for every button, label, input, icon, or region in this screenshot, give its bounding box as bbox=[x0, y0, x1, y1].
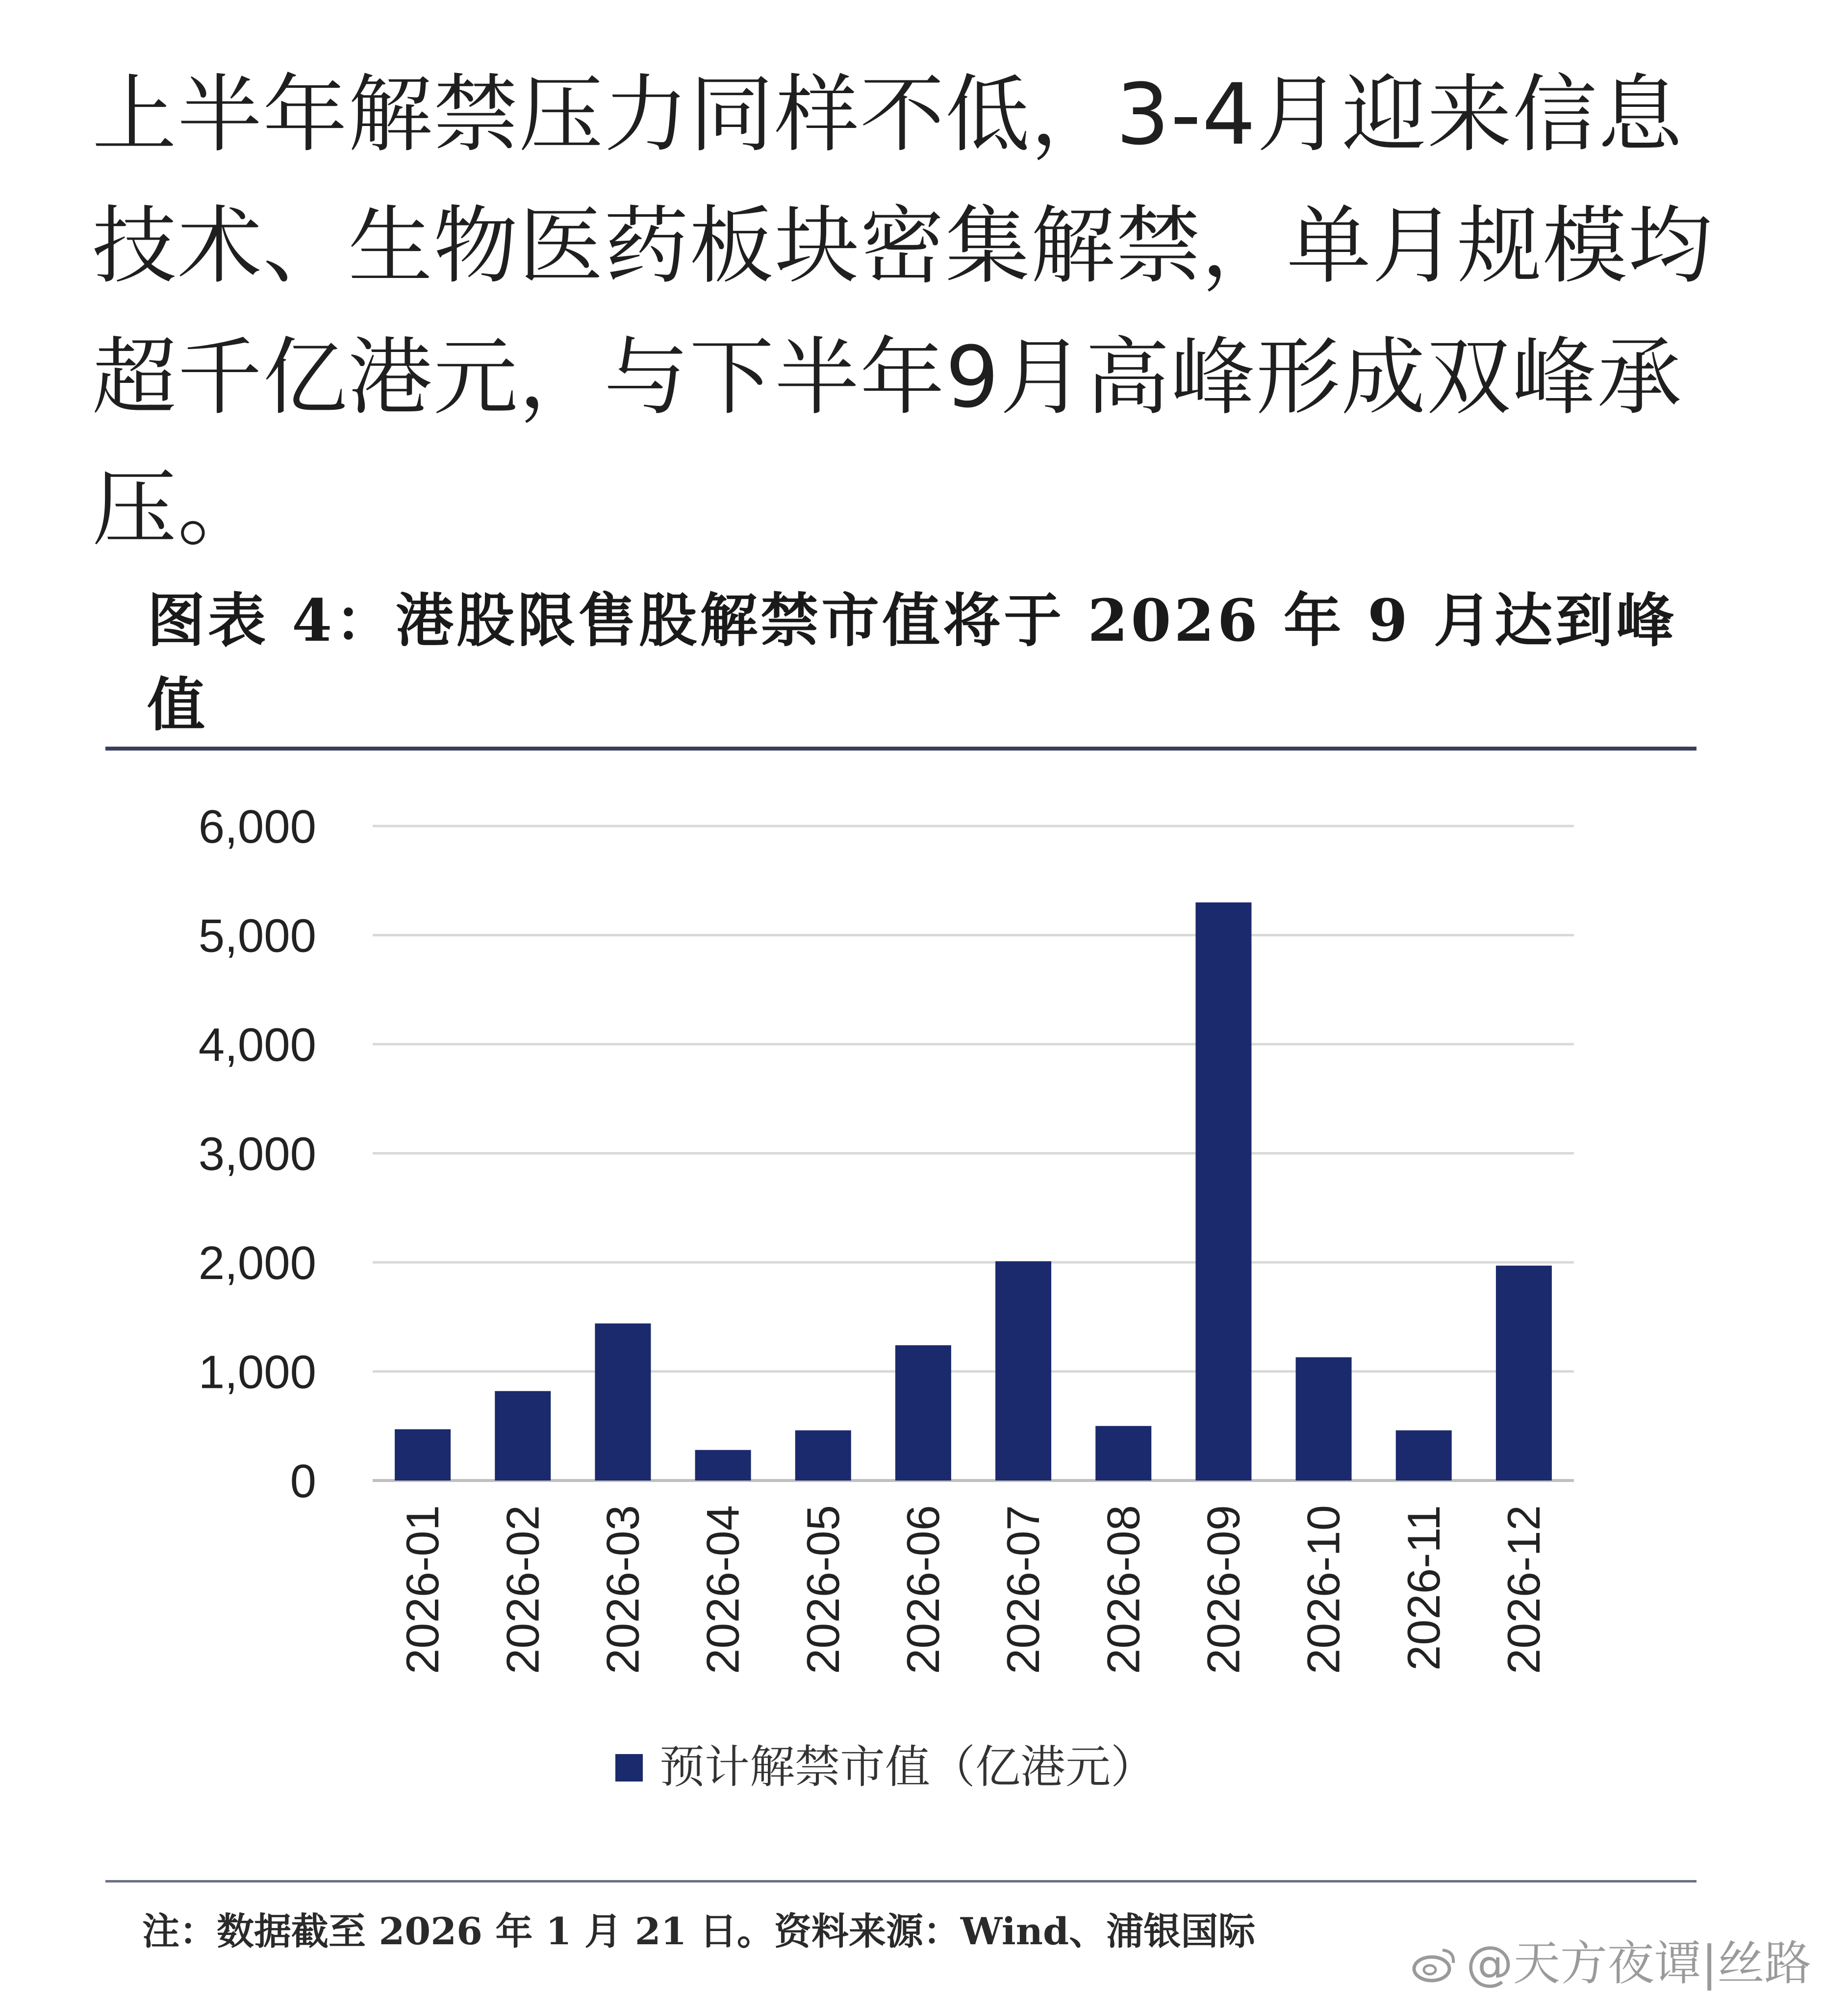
x-tick-label: 2026-12 bbox=[1497, 1505, 1549, 1674]
x-tick-label: 2026-11 bbox=[1397, 1505, 1449, 1671]
watermark-text: @天方夜谭|丝路 bbox=[1466, 1936, 1812, 1991]
y-tick-label: 2,000 bbox=[198, 1237, 316, 1289]
y-tick-label: 6,000 bbox=[198, 801, 316, 853]
y-tick-label: 0 bbox=[290, 1455, 316, 1507]
source-footnote: 注：数据截至 2026 年 1 月 21 日。资料来源：Wind、浦银国际 bbox=[142, 1909, 1256, 1953]
watermark bbox=[1412, 1929, 1834, 1998]
bar-2026-08 bbox=[1095, 1426, 1151, 1481]
legend bbox=[615, 1741, 1156, 1793]
bars bbox=[395, 903, 1552, 1481]
x-tick-label: 2026-08 bbox=[1097, 1505, 1149, 1674]
figure-title: 图表 4：港股限售股解禁市值将于 2026 年 9 月达到峰值 bbox=[147, 586, 1677, 739]
y-tick-label: 3,000 bbox=[198, 1128, 316, 1180]
weibo-logo-icon bbox=[1412, 1946, 1457, 1983]
gridlines bbox=[373, 826, 1574, 1481]
bar-2026-10 bbox=[1296, 1357, 1352, 1481]
legend-label: 预计解禁市值（亿港元） bbox=[659, 1741, 1156, 1793]
intro-paragraph: 上半年解禁压力同样不低，3-4月迎来信息技术、生物医药板块密集解禁，单月规模均超千亿港元，与下半年9月高峰形成双峰承压。 bbox=[92, 65, 1713, 558]
bar-2026-01 bbox=[395, 1429, 451, 1481]
x-tick-label: 2026-07 bbox=[997, 1505, 1049, 1674]
x-tick-label: 2026-04 bbox=[697, 1505, 749, 1674]
bar-chart bbox=[0, 755, 1848, 1873]
bar-2026-07 bbox=[995, 1261, 1051, 1481]
y-tick-label: 4,000 bbox=[198, 1019, 316, 1071]
x-tick-label: 2026-06 bbox=[897, 1505, 949, 1674]
bar-2026-11 bbox=[1396, 1431, 1452, 1481]
y-tick-label: 1,000 bbox=[198, 1346, 316, 1399]
x-tick-label: 2026-03 bbox=[597, 1505, 649, 1674]
bar-2026-09 bbox=[1195, 903, 1251, 1481]
x-tick-label: 2026-02 bbox=[497, 1505, 549, 1674]
bar-2026-04 bbox=[695, 1450, 751, 1481]
bar-2026-06 bbox=[895, 1345, 951, 1481]
footer-divider bbox=[105, 1880, 1696, 1882]
bar-2026-03 bbox=[595, 1324, 651, 1481]
legend-swatch bbox=[615, 1754, 643, 1782]
bar-2026-02 bbox=[495, 1391, 551, 1481]
y-tick-label: 5,000 bbox=[198, 909, 316, 962]
x-tick-label: 2026-01 bbox=[397, 1505, 449, 1674]
bar-2026-05 bbox=[795, 1431, 851, 1481]
bar-2026-12 bbox=[1496, 1266, 1552, 1481]
x-tick-label: 2026-05 bbox=[797, 1505, 849, 1674]
title-divider bbox=[105, 747, 1696, 751]
x-axis-tick-labels bbox=[397, 1505, 1549, 1674]
x-tick-label: 2026-09 bbox=[1197, 1505, 1249, 1674]
y-axis-tick-labels bbox=[199, 801, 316, 1507]
x-tick-label: 2026-10 bbox=[1297, 1505, 1349, 1674]
